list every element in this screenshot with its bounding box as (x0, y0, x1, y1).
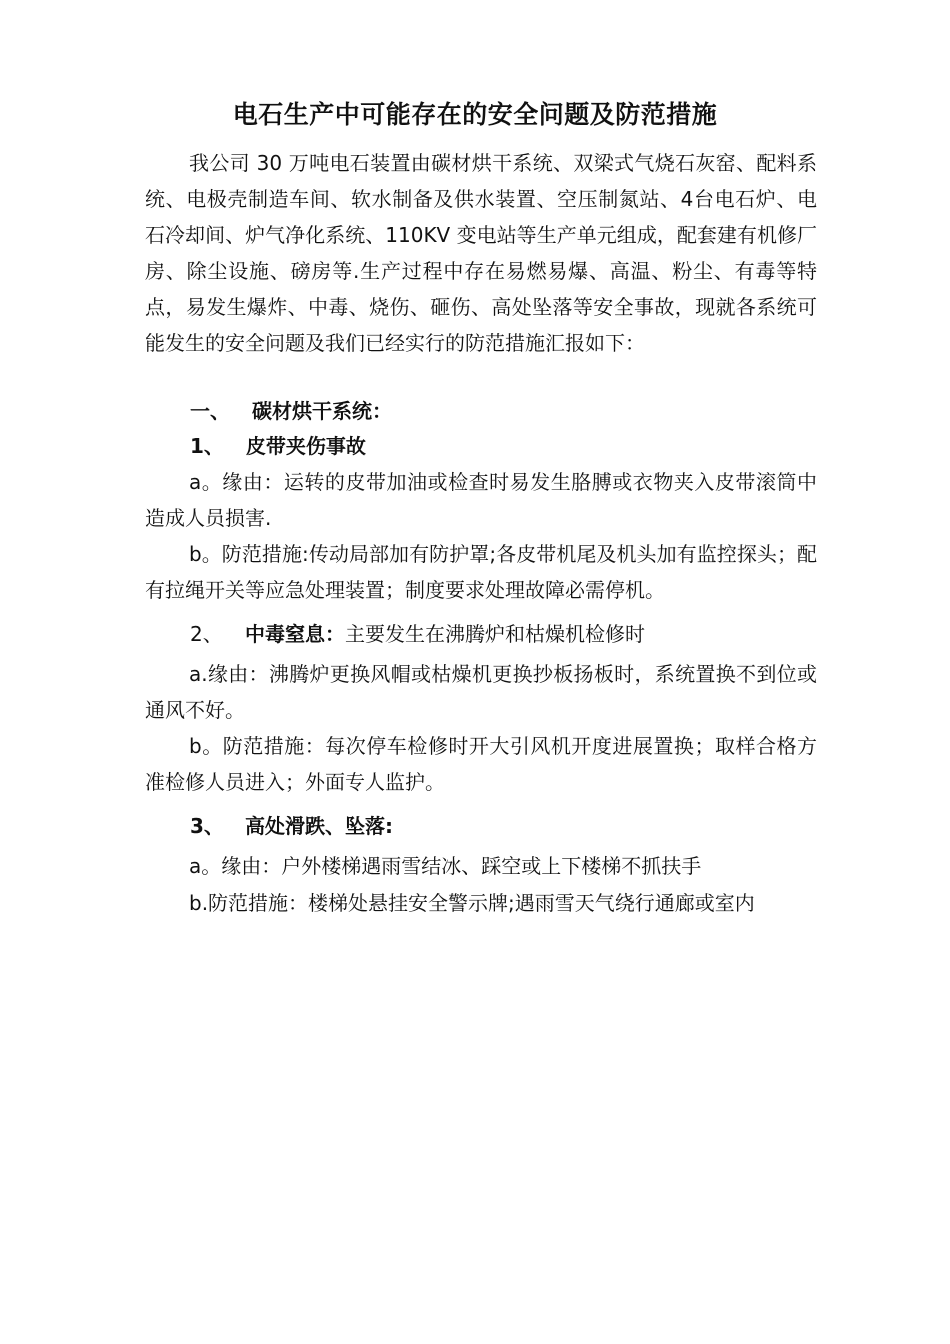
item2-measure-paragraph: b。防范措施：每次停车检修时开大引风机开度进展置换；取样合格方准检修人员进入；外面专人监护。 (145, 734, 817, 794)
item-heading-poisoning (190, 616, 645, 652)
item-title: 中毒窒息： (245, 622, 345, 646)
item-number: 1、 (190, 434, 224, 458)
section-heading-carbon-drying (190, 393, 392, 429)
item3-measure-paragraph: b.防范措施：楼梯处悬挂安全警示牌;遇雨雪天气绕行通廊或室内 (189, 891, 755, 915)
item-number: 2、 (190, 622, 223, 646)
section-number: 一、 (190, 399, 230, 423)
item-title: 高处滑跌、坠落: (245, 814, 393, 838)
item-detail: 主要发生在沸腾炉和枯燥机检修时 (345, 622, 645, 646)
intro-paragraph: 我公司 30 万吨电石装置由碳材烘干系统、双梁式气烧石灰窑、配料系统、电极壳制造车间、软水制备及供水装置、空压制氮站、4台电石炉、电石冷却间、炉气净化系统、110KV 变电站等生产单元组成，配套建有机修厂房、除尘设施、磅房等.生产过程中存在易燃易爆、高温、粉尘、有毒等特点，易发生爆炸、中毒、烧伤、砸伤、高处坠落等安全事故，现就各系统可能发生的安全问题及我们已经实行的防范措施汇报如下： (145, 151, 817, 355)
item-heading-fall (190, 808, 393, 844)
item1-measure-paragraph: b。防范措施:传动局部加有防护罩;各皮带机尾及机头加有监控探头；配有拉绳开关等应急处理装置；制度要求处理故障必需停机。 (145, 542, 817, 602)
item-title: 皮带夹伤事故 (245, 434, 366, 458)
item2-cause-paragraph: a.缘由：沸腾炉更换风帽或枯燥机更换抄板扬板时，系统置换不到位或通风不好。 (145, 662, 817, 722)
item-number: 3、 (190, 814, 224, 838)
item1-cause-paragraph: a。缘由：运转的皮带加油或检查时易发生胳膊或衣物夹入皮带滚筒中造成人员损害. (145, 470, 817, 530)
section-title: 碳材烘干系统： (252, 399, 392, 423)
item3-cause-paragraph: a。缘由：户外楼梯遇雨雪结冰、踩空或上下楼梯不抓扶手 (189, 854, 702, 878)
document-title: 电石生产中可能存在的安全问题及防范措施 (232, 100, 718, 129)
item-heading-belt-injury (190, 428, 366, 464)
